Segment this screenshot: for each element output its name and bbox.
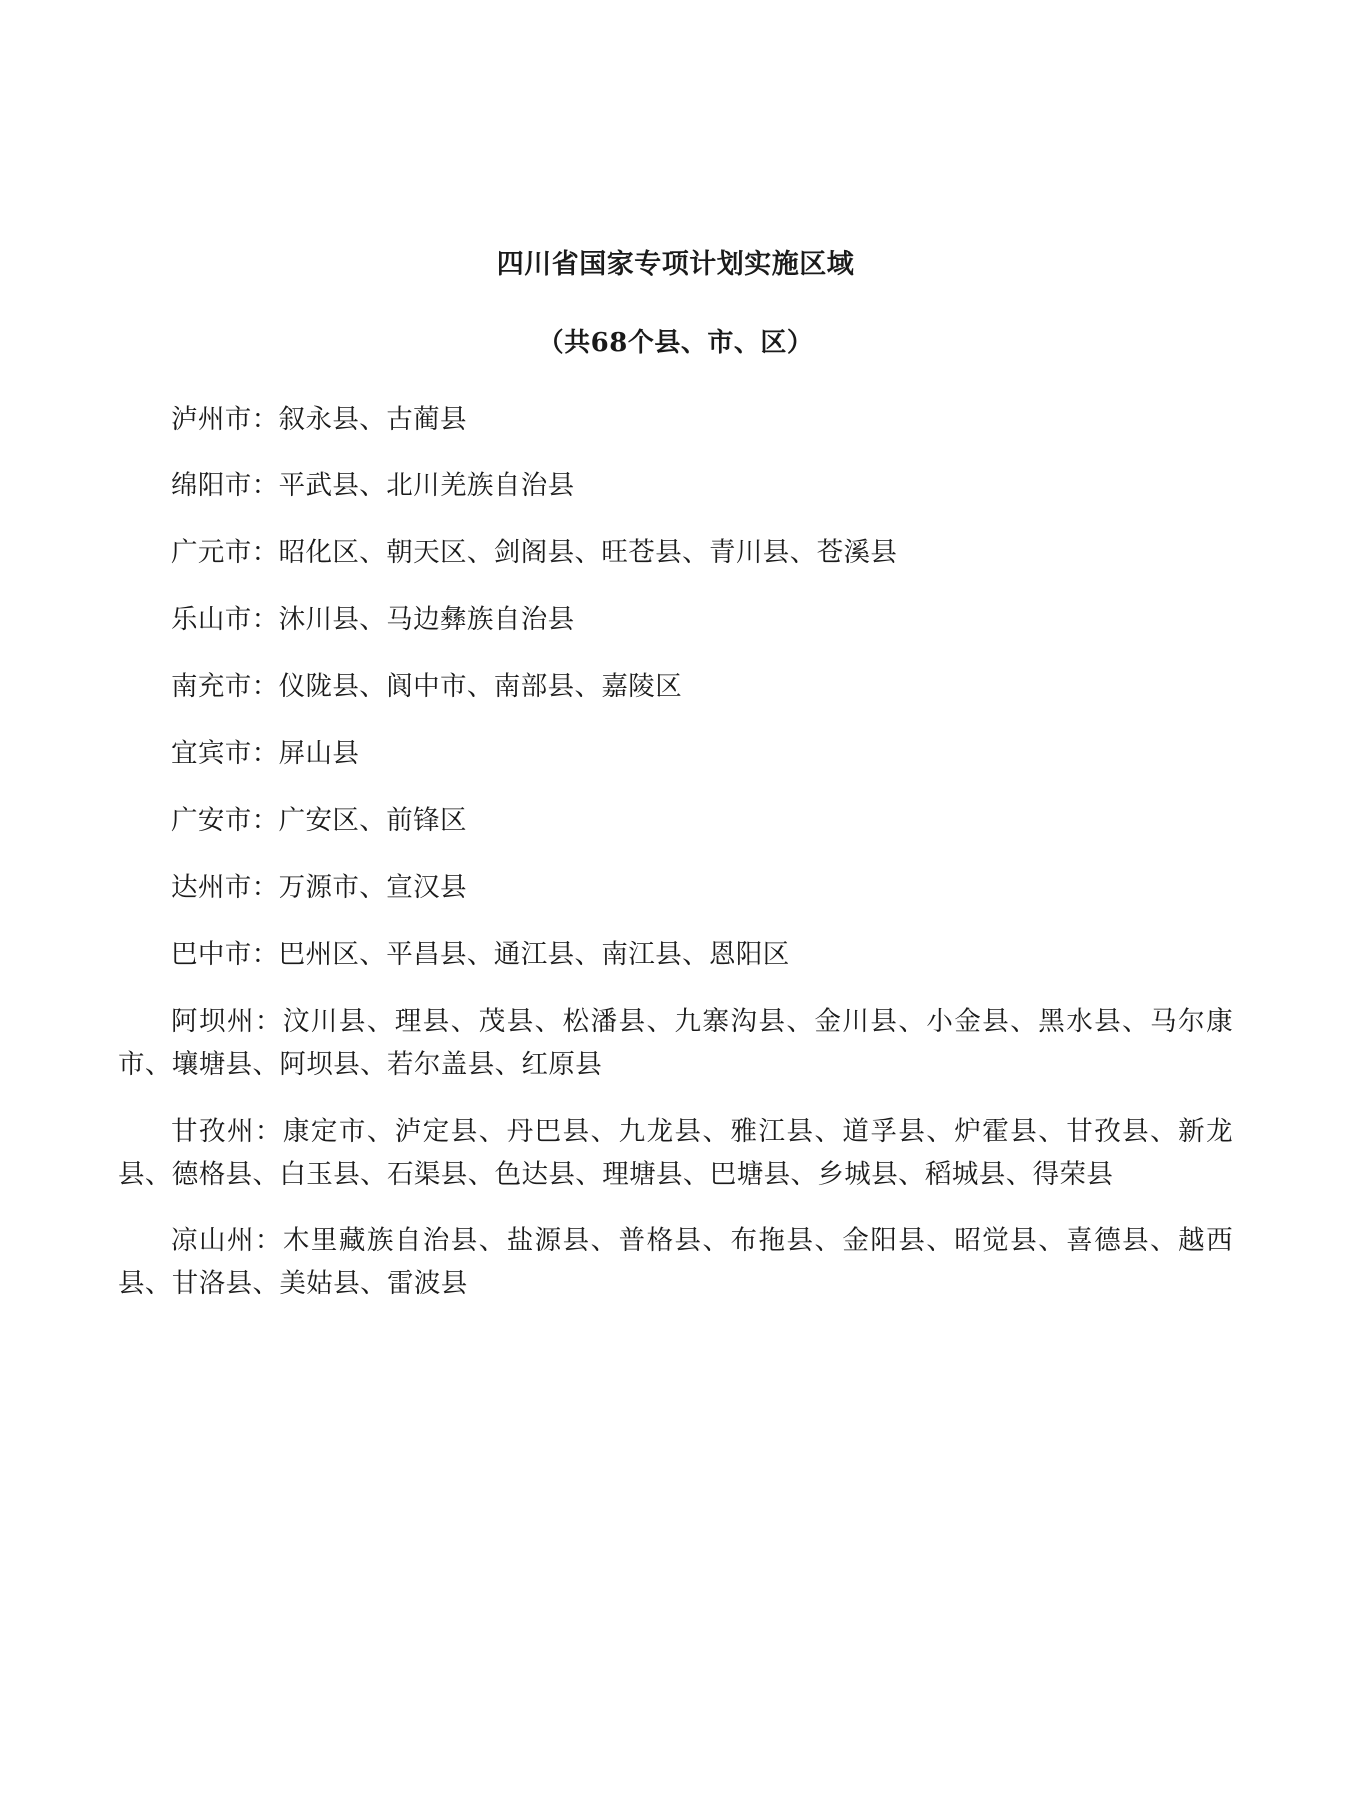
region-line-luzhou: 泸州市：叙永县、古蔺县 <box>171 403 467 435</box>
region-line-aba: 阿坝州：汶川县、理县、茂县、松潘县、九寨沟县、金川县、小金县、黑水县、马尔康市、壤塘县、阿坝县、若尔盖县、红原县 <box>118 1005 1233 1080</box>
region-line-mianyang: 绵阳市：平武县、北川羌族自治县 <box>171 470 575 502</box>
page-title: 四川省国家专项计划实施区域 <box>496 249 855 280</box>
region-line-dazhou: 达州市：万源市、宣汉县 <box>171 871 467 903</box>
region-line-guangyuan: 广元市：昭化区、朝天区、剑阁县、旺苍县、青川县、苍溪县 <box>171 537 898 569</box>
page-subtitle: （共68个县、市、区） <box>537 327 814 358</box>
document-body <box>118 245 1233 1306</box>
region-line-ganzi: 甘孜州：康定市、泸定县、丹巴县、九龙县、雅江县、道孚县、炉霍县、甘孜县、新龙县、德格县、白玉县、石渠县、色达县、理塘县、巴塘县、乡城县、稻城县、得荣县 <box>118 1115 1233 1190</box>
region-line-nanchong: 南充市：仪陇县、阆中市、南部县、嘉陵区 <box>171 671 683 703</box>
region-line-yibin: 宜宾市：屏山县 <box>171 738 360 770</box>
region-line-bazhong: 巴中市：巴州区、平昌县、通江县、南江县、恩阳区 <box>171 938 790 970</box>
region-line-leshan: 乐山市：沐川县、马边彝族自治县 <box>171 604 575 636</box>
region-line-liangshan: 凉山州：木里藏族自治县、盐源县、普格县、布拖县、金阳县、昭觉县、喜德县、越西县、甘洛县、美姑县、雷波县 <box>118 1225 1233 1300</box>
region-line-guangan: 广安市：广安区、前锋区 <box>171 805 467 837</box>
